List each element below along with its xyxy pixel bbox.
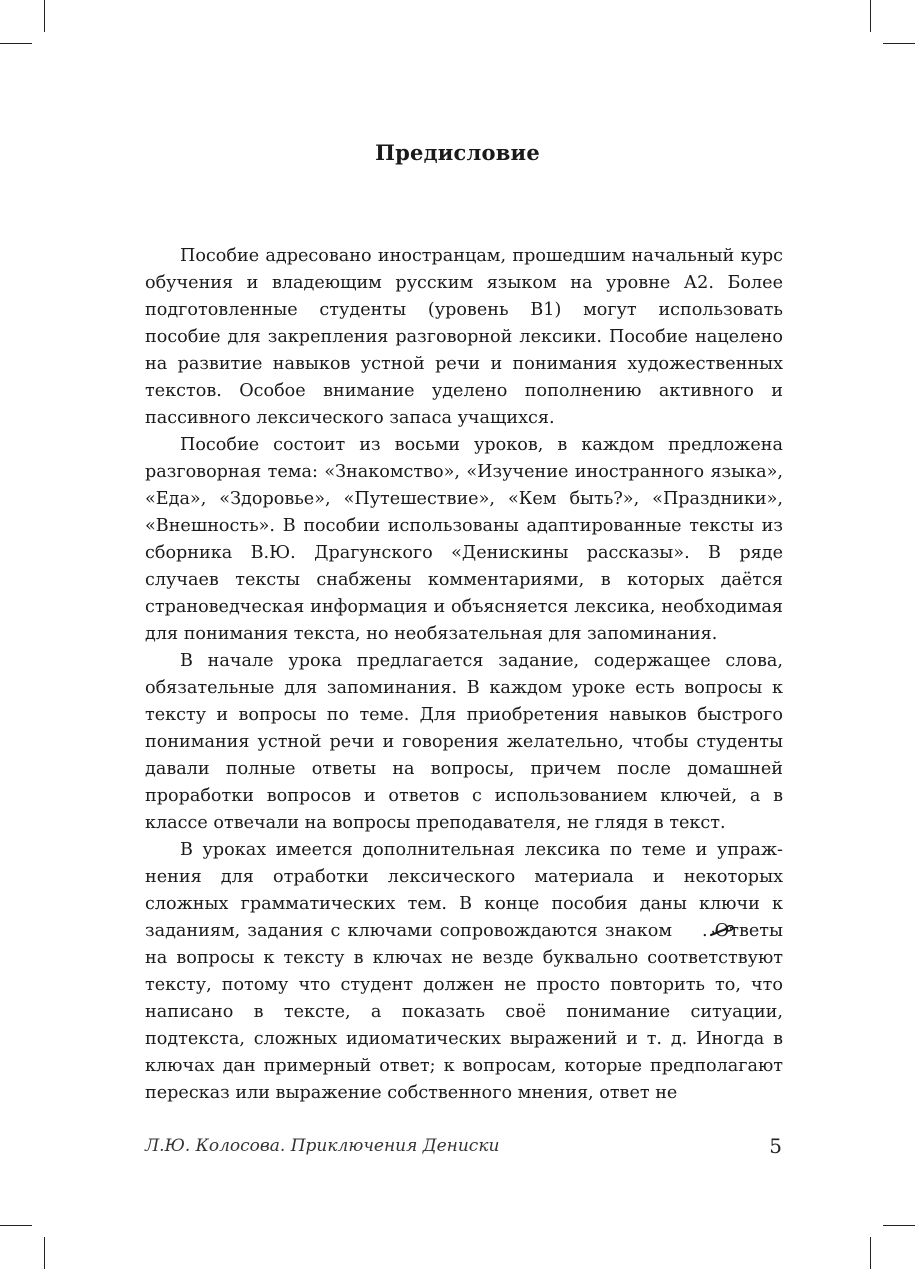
crop-mark-bottom-right-horizontal [883, 1225, 915, 1226]
key-icon [674, 919, 700, 931]
crop-mark-bottom-right-vertical [870, 1237, 871, 1269]
crop-mark-top-left-vertical [44, 0, 45, 32]
crop-mark-top-right-horizontal [883, 43, 915, 44]
crop-mark-bottom-left-vertical [44, 1237, 45, 1269]
paragraph-1: Пособие адресовано иностранцам, прошедшим начальный курс обучения и владеющим русским языком на уровне А2. Более подготовленные студенты (уровень В1) могут использовать пособие для закрепления разговорной лексики. Пособие нацелено на развитие навыков устной речи и понимания художественных текстов. Особое внимание уделено пополнению активного и пассивного лексического запаса учащихся. [145, 246, 783, 428]
preface-text [145, 243, 783, 1107]
running-footer-author-title: Л.Ю. Колосова. Приключения Дениски [145, 1136, 500, 1156]
page-number: 5 [769, 1134, 782, 1158]
paragraph-3: В начале урока предлагается задание, содержащее слова, обязательные для запоминания. В каждом уроке есть вопросы к тексту и вопросы по теме. Для приобретения навыков быстрого понимания устной речи и говорения желательно, чтобы студенты давали полные ответы на вопросы, причем после домашней проработки вопросов и ответов с использованием ключей, а в классе отвечали на вопросы преподавателя, не глядя в текст. [145, 651, 783, 833]
page-title: Предисловие [375, 140, 540, 165]
crop-mark-top-right-vertical [870, 0, 871, 32]
paragraph-4-after-icon: . Ответы на вопросы к тексту в ключах не везде буквально соответствуют тексту, потому что студент должен не просто повторить то, что написано в тексте, а показать своё понимание ситуации, подтекста, сложных идиоматических выражений и т. д. Иногда в ключах дан примерный ответ; к вопросам, которые предполагают пересказ или выражение собственного мнения, ответ не [145, 921, 783, 1103]
paragraph-4 [145, 837, 783, 1107]
crop-mark-bottom-left-horizontal [0, 1225, 32, 1226]
paragraph-4-before-icon: В уроках имеется дополнительная лексика по теме и упражнения для отработки лексического материала и некоторых сложных грамматических тем. В конце пособия даны ключи к заданиям, задания с ключами сопровождаются знаком [145, 840, 783, 941]
paragraph-2: Пособие состоит из восьми уроков, в каждом предложена разговорная тема: «Знакомство», «Изучение иностранного языка», «Еда», «Здоровье», «Путешествие», «Кем быть?», «Праздники», «Внешность». В пособии использованы адаптированные тексты из сборника В.Ю. Драгунского «Денискины рассказы». В ряде случаев тексты снабжены комментариями, в которых даётся страноведческая информация и объясняется лексика, необходимая для понимания текста, но необязательная для запоминания. [145, 435, 783, 644]
crop-mark-top-left-horizontal [0, 43, 32, 44]
